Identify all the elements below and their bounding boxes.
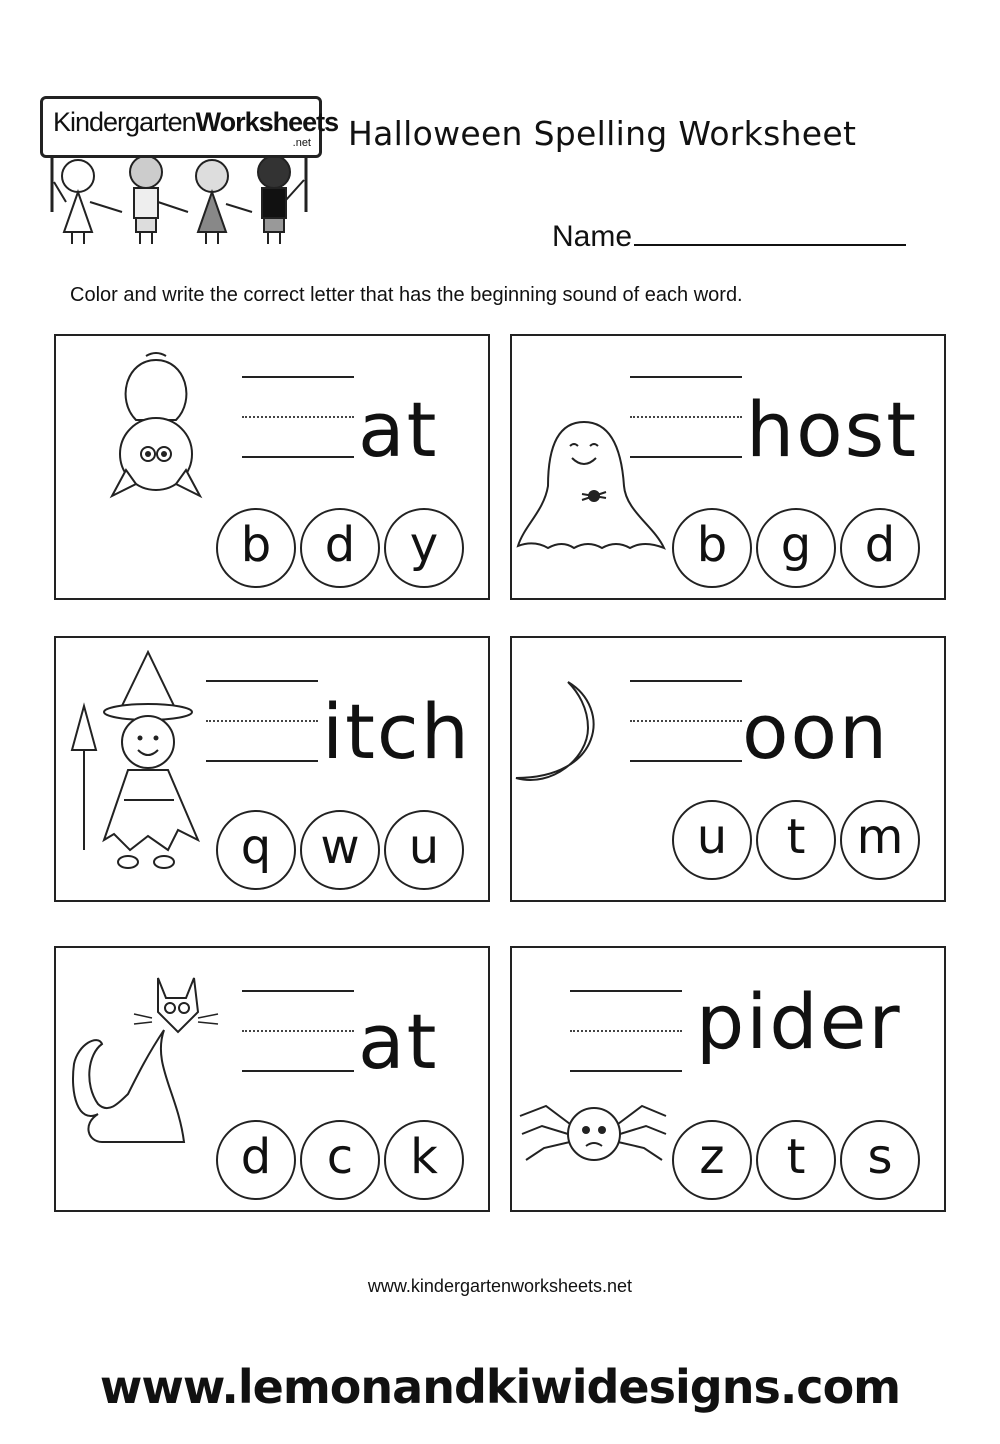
letter-choice[interactable]: g [756,508,836,588]
letter-choices [672,800,920,880]
card-moon [510,636,946,902]
letter-choices [216,1120,464,1200]
letter-choice[interactable]: k [384,1120,464,1200]
footer-url[interactable]: www.kindergartenworksheets.net [367,1276,633,1296]
page-title: Halloween Spelling Worksheet [348,114,857,153]
ghost-icon [514,416,679,556]
letter-choice[interactable]: z [672,1120,752,1200]
name-blank-line[interactable] [634,218,906,246]
card-witch [54,636,490,902]
letter-choice[interactable]: u [384,810,464,890]
word-ending: host [746,385,919,474]
letter-choice[interactable]: q [216,810,296,890]
witch-icon [68,650,218,876]
word-ending: oon [742,687,890,776]
letter-choice[interactable]: c [300,1120,380,1200]
letter-choice[interactable]: m [840,800,920,880]
word-ending: pider [696,977,902,1066]
word-ending: at [358,997,439,1086]
letter-choices [672,508,920,588]
site-logo [38,92,339,252]
logo-text: KindergartenWorksheets [53,107,339,137]
letter-choice[interactable]: b [216,508,296,588]
letter-choices [216,810,464,890]
letter-choice[interactable]: b [672,508,752,588]
word-ending: at [358,385,439,474]
logo-suffix: .net [292,137,311,149]
card-ghost [510,334,946,600]
letter-choices [672,1120,920,1200]
letter-choice[interactable]: t [756,800,836,880]
bat-icon [96,350,216,500]
moon-icon [512,678,612,798]
name-label: Name [552,220,633,253]
name-field[interactable] [552,218,906,254]
card-spider [510,946,946,1212]
logo-sign [40,96,339,158]
letter-choice[interactable]: y [384,508,464,588]
letter-choice[interactable]: t [756,1120,836,1200]
letter-choice[interactable]: s [840,1120,920,1200]
letter-choice[interactable]: u [672,800,752,880]
cat-icon [68,974,230,1148]
letter-choice[interactable]: d [216,1120,296,1200]
letter-choice[interactable]: d [300,508,380,588]
instructions: Color and write the correct letter that has the beginning sound of each word. [70,284,743,306]
letter-choices [216,508,464,588]
watermark-url: www.lemonandkiwidesigns.com [99,1360,901,1414]
card-cat [54,946,490,1212]
spider-icon [516,1094,672,1174]
card-bat [54,334,490,600]
letter-choice[interactable]: w [300,810,380,890]
letter-choice[interactable]: d [840,508,920,588]
word-ending: itch [322,687,471,776]
